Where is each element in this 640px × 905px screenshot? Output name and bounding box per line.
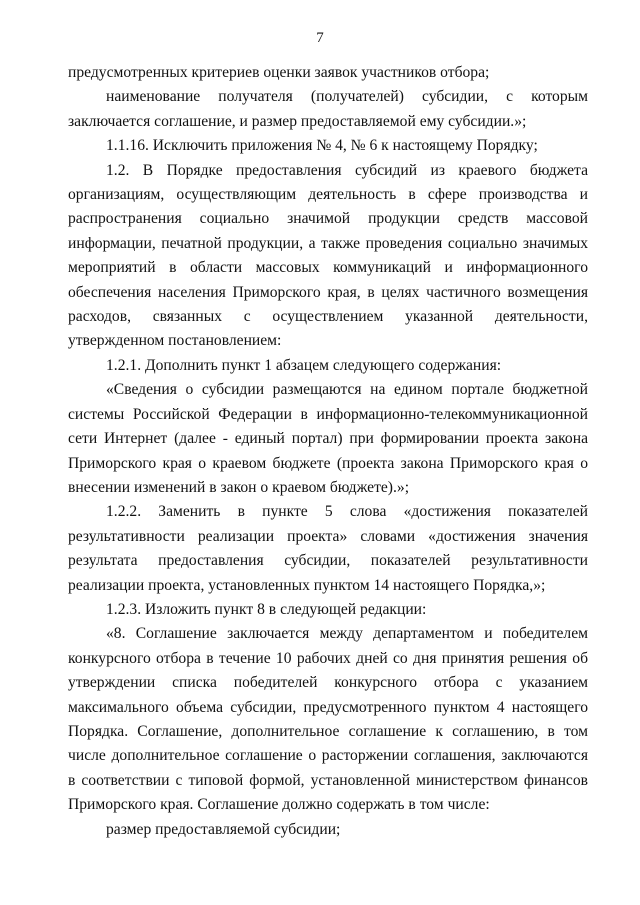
paragraph-1-2-3: 1.2.3. Изложить пункт 8 в следующей редакции:	[106, 600, 427, 618]
paragraph-1-2-1: 1.2.1. Дополнить пункт 1 абзацем следующего содержания:	[106, 356, 502, 374]
page-number: 7	[316, 30, 324, 46]
paragraph-point-8-quote: «8. Соглашение заключается между департаментом и победителем конкурсного отбора в течение 10 рабочих дней со дня принятия решения об утверждении списка победителей конкурсного отбора с указанием максимального объема субсидии, предусмотренного пунктом 4 настоящего Порядка. Соглашение, дополнительное соглашение к соглашению, в том числе дополнительное соглашение о расторжении соглашения, заключаются в соответствии с типовой формой, установленной министерством финансов Приморского края. Соглашение должно содержать в том числе:	[68, 625, 588, 814]
paragraph-1-1-16: 1.1.16. Исключить приложения № 4, № 6 к настоящему Порядку;	[106, 137, 538, 155]
paragraph-recipient-name: наименование получателя (получателей) субсидии, с которым заключается соглашение, и размер предоставляемой ему субсидии.»;	[68, 88, 588, 130]
paragraph-subsidy-info-quote: «Сведения о субсидии размещаются на едином портале бюджетной системы Российской Федерации в информационно-телекоммуникационной сети Интернет (далее - единый портал) при формировании проекта закона Приморского края о краевом бюджете (проекта закона Приморского края о внесении изменений в закон о краевом бюджете).»;	[68, 381, 588, 496]
paragraph-criteria-continuation: предусмотренных критериев оценки заявок участников отбора;	[68, 64, 490, 81]
document-body	[68, 61, 588, 842]
paragraph-1-2-2: 1.2.2. Заменить в пункте 5 слова «достижения показателей результативности реализации проекта» словами «достижения значения результата предоставления субсидии, показателей результативности реализации проекта, установленных пунктом 14 настоящего Порядка,»;	[68, 503, 588, 594]
paragraph-1-2: 1.2. В Порядке предоставления субсидий из краевого бюджета организациям, осуществляющим деятельность в сфере производства и распространения социально значимой продукции средств массовой информации, печатной продукции, а также проведения социально значимых мероприятий в области массовых коммуникаций и информационного обеспечения населения Приморского края, в целях частичного возмещения расходов, связанных с осуществлением указанной деятельности, утвержденном постановлением:	[68, 161, 588, 350]
paragraph-subsidy-amount: размер предоставляемой субсидии;	[106, 820, 341, 838]
